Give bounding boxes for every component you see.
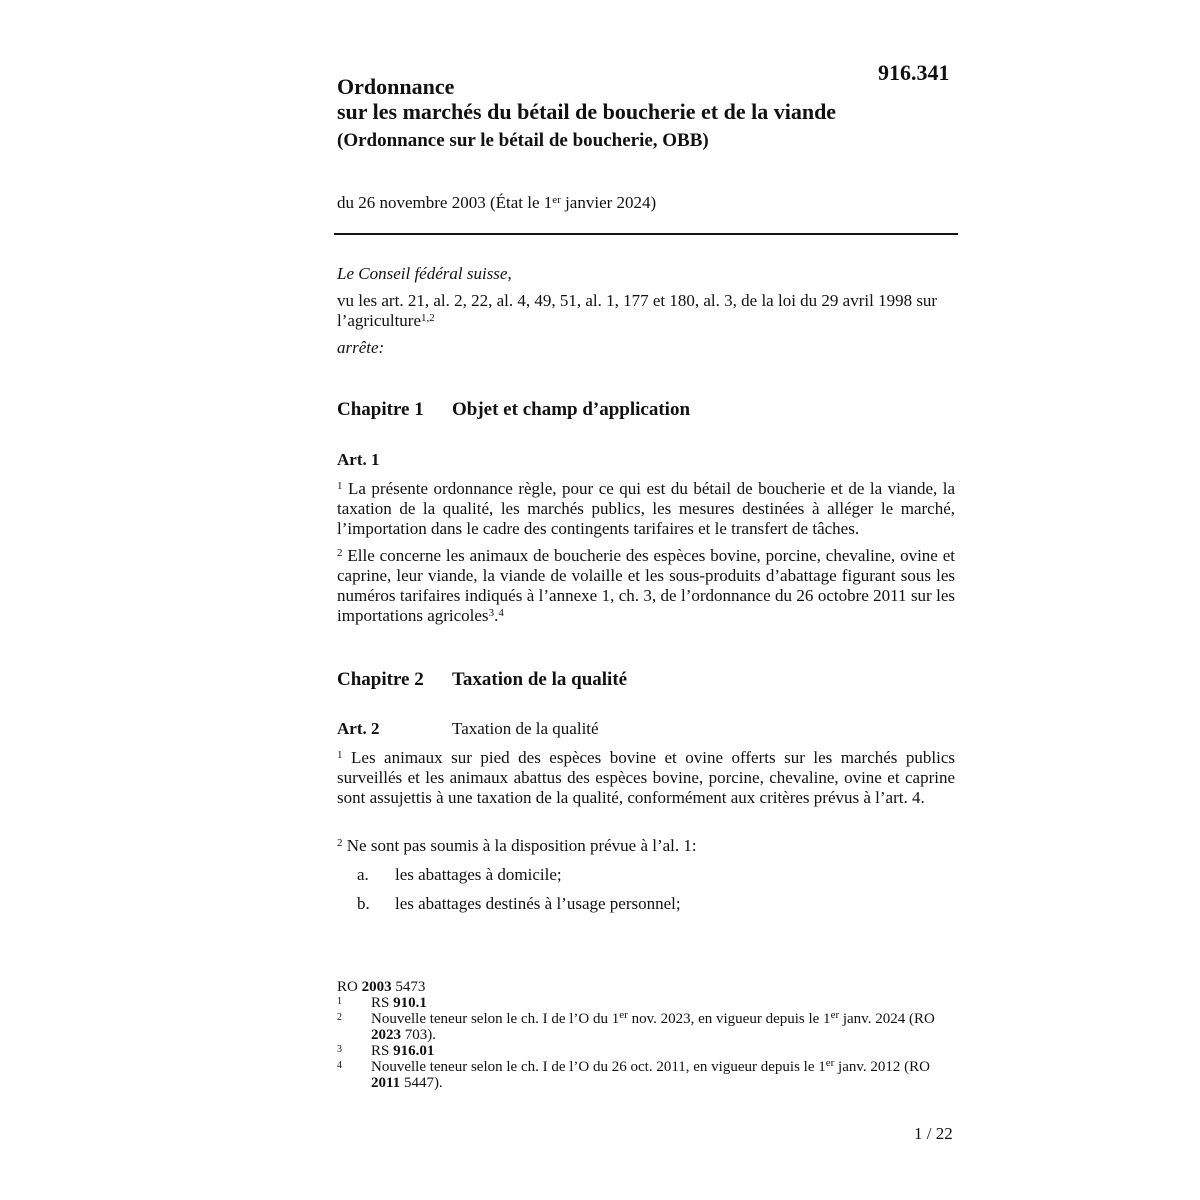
document-title: [337, 74, 957, 153]
para-number: 1: [337, 749, 343, 761]
chapter-1-heading: [337, 399, 690, 421]
preamble-authority: Le Conseil fédéral suisse,: [337, 264, 512, 283]
footnote-2: [337, 1011, 957, 1043]
footnote-text: nov. 2023, en vigueur depuis le 1: [627, 1011, 831, 1027]
footnote-ref-1-2[interactable]: 1,2: [421, 312, 435, 324]
para-number: 2: [337, 837, 343, 849]
para-end: .: [494, 606, 499, 625]
footnote-ref-bold: 2023: [371, 1027, 401, 1043]
art-1-para-2: [337, 546, 955, 626]
footnote-1: [337, 995, 957, 1011]
date-suffix: janvier 2024): [560, 193, 657, 212]
footnote-number: 2: [337, 1012, 342, 1023]
chapter-2-title: Taxation de la qualité: [452, 669, 628, 690]
preamble-basis-text: vu les art. 21, al. 2, 22, al. 4, 49, 51, al. 1, 177 et 180, al. 3, de la loi du 29 avril 1998 sur l’agriculture: [337, 291, 938, 330]
page-number: 1 / 22: [914, 1124, 953, 1143]
chapter-2-number: Chapitre 2: [337, 669, 424, 690]
footnote-sup: er: [619, 1009, 628, 1021]
title-line-1: Ordonnance: [337, 74, 455, 99]
art-2-title: Taxation de la qualité: [452, 719, 599, 738]
footnote-text: RS: [371, 1043, 394, 1059]
footnote-text: 703).: [401, 1027, 436, 1043]
art-2-label: Art. 2: [337, 719, 380, 738]
footnote-number: 4: [337, 1060, 342, 1071]
footnote-number: 3: [337, 1044, 342, 1055]
footnote-ref-bold: 2011: [371, 1075, 401, 1091]
short-title: (Ordonnance sur le bétail de boucherie, OBB): [337, 130, 709, 151]
art-2-heading: [337, 719, 599, 739]
chapter-1-number: Chapitre 1: [337, 399, 424, 420]
para-text: La présente ordonnance règle, pour ce qui est du bétail de boucherie et de la viande, la taxation de la qualité, les marchés publics, les mesures destinées à alléger le marché, l’importation dans le cadre des contingents tarifaires et le transfert de tâches.: [337, 479, 955, 538]
art-2-para-2: [337, 836, 955, 856]
ro-prefix: RO: [337, 979, 362, 995]
list-letter: b.: [357, 894, 370, 913]
preamble-decree: arrête:: [337, 338, 385, 357]
art-1-para-1: [337, 479, 955, 539]
para-number: 2: [337, 547, 343, 559]
ro-year: 2003: [361, 979, 392, 995]
chapter-2-heading: [337, 669, 627, 691]
document-date: [337, 193, 656, 213]
ro-reference: [337, 979, 957, 995]
para-number: 1: [337, 480, 343, 492]
preamble-basis: [337, 291, 955, 331]
footnote-ref-bold: 916.01: [393, 1043, 435, 1059]
footnote-ref-4[interactable]: 4: [498, 607, 504, 619]
ro-page: 5473: [391, 979, 426, 995]
art-2-para-1: [337, 748, 955, 808]
list-item: [357, 894, 681, 914]
list-item: [357, 865, 562, 885]
footnote-text: RS: [371, 995, 394, 1011]
para-text: Les animaux sur pied des espèces bovine et ovine offerts sur les marchés publics surveillés et les animaux abattus des espèces bovine, porcine, chevaline, ovine et caprine sont assujettis à une taxation de la qualité, conformément aux critères prévus à l’art. 4.: [337, 748, 956, 807]
list-text: les abattages destinés à l’usage personnel;: [395, 894, 681, 913]
header-divider: [334, 233, 958, 235]
para-text: Elle concerne les animaux de boucherie des espèces bovine, porcine, chevaline, ovine et caprine, leur viande, la viande de volaille et les sous-produits d’abattage figurant sous les numéros tarifaires indiqués à l’annexe 1, ch. 3, de l’ordonnance du 26 octobre 2011 sur les importations agricoles: [337, 546, 955, 625]
footnote-4: [337, 1059, 957, 1091]
date-sup: er: [552, 194, 561, 206]
art-1-label: Art. 1: [337, 450, 380, 469]
footnote-ref-3[interactable]: 3: [488, 607, 495, 619]
footnote-text: 5447).: [400, 1075, 443, 1091]
footnote-3: [337, 1043, 957, 1059]
sr-number: 916.341: [878, 60, 950, 85]
footnote-text: janv. 2024 (RO: [839, 1011, 935, 1027]
para-text: Ne sont pas soumis à la disposition prévue à l’al. 1:: [346, 836, 697, 855]
footnotes: [337, 979, 957, 1091]
footnote-number: 1: [337, 996, 342, 1007]
footnote-ref-bold: 910.1: [393, 995, 427, 1011]
footnote-text: Nouvelle teneur selon le ch. I de l’O du 26 oct. 2011, en vigueur depuis le 1: [371, 1059, 826, 1075]
footnote-sup: er: [825, 1057, 835, 1069]
list-letter: a.: [357, 865, 369, 884]
title-line-2: sur les marchés du bétail de boucherie et de la viande: [337, 99, 837, 124]
footnote-text: Nouvelle teneur selon le ch. I de l’O du 1: [371, 1011, 620, 1027]
footnote-text: janv. 2012 (RO: [834, 1059, 930, 1075]
art-1-heading: [337, 450, 452, 470]
list-text: les abattages à domicile;: [395, 865, 562, 884]
date-prefix: du 26 novembre 2003 (État le 1: [337, 193, 553, 212]
footnote-sup: er: [830, 1009, 840, 1021]
chapter-1-title: Objet et champ d’application: [452, 399, 691, 420]
